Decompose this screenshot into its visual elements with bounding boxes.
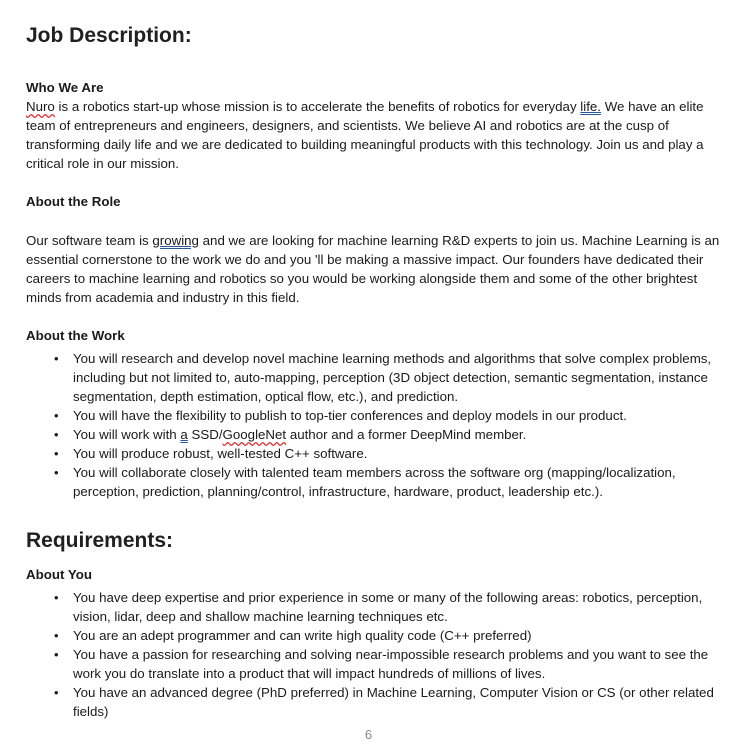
about-you-title: About You <box>26 567 92 582</box>
about-work-title: About the Work <box>26 328 125 343</box>
list-item: • You will have the flexibility to publish to top-tier conferences and deploy models in our product. <box>26 406 726 425</box>
paragraph-text: We have an elite team of entrepreneurs and engineers, designers, and scientists. We believe AI and robotics are at the cusp of transforming daily life and we are dedicated to building meaningful products with this technology. Join us and play a critical role in our mission. <box>26 99 704 171</box>
list-item-text: author and a former DeepMind member. <box>286 427 527 442</box>
page-number: 6 <box>364 727 373 742</box>
job-description-heading: Job Description: <box>26 24 192 47</box>
spellcheck-word[interactable]: Nuro <box>26 99 55 114</box>
grammar-flag-word[interactable]: growing <box>152 233 199 248</box>
grammar-flag-word[interactable]: life. <box>580 99 601 114</box>
requirements-heading: Requirements: <box>26 529 174 552</box>
paragraph-text: Our software team is <box>26 233 153 248</box>
list-item: • You have an advanced degree (PhD preferred) in Machine Learning, Computer Vision or CS (or other related fields) <box>26 683 726 721</box>
list-item: • You have deep expertise and prior experience in some or many of the following areas: robotics, perception, vision, lidar, deep and shallow machine learning techniques etc. <box>26 588 726 626</box>
paragraph-text: is a robotics start-up whose mission is to accelerate the benefits of robotics for everyday <box>54 99 581 114</box>
spellcheck-word[interactable]: GoogleNet <box>222 427 287 442</box>
grammar-flag-word[interactable]: a <box>180 427 188 442</box>
list-item <box>26 425 726 444</box>
list-item-text: SSD/ <box>187 427 223 442</box>
who-we-are-paragraph <box>26 97 726 173</box>
about-role-paragraph <box>26 231 726 307</box>
list-item: • You will collaborate closely with talented team members across the software org (mapping/localization, perception, prediction, planning/control, infrastructure, hardware, product, leadership etc.). <box>26 463 726 501</box>
list-item: • You will research and develop novel machine learning methods and algorithms that solve complex problems, including but not limited to, auto-mapping, perception (3D object detection, semantic segmentation, instance segmentation, depth estimation, optical flow, etc.), and prediction. <box>26 349 726 406</box>
about-you-list <box>26 588 726 721</box>
who-we-are-title: Who We Are <box>26 80 104 95</box>
list-item: • You have a passion for researching and solving near-impossible research problems and you want to see the work you do translate into a product that will impact hundreds of millions of lives. <box>26 645 726 683</box>
paragraph-text: and we are looking for machine learning R&D experts to join us. Machine Learning is an essential cornerstone to the work we do and you 'll be making a massive impact. Our founders have dedicated their careers to machine learning and robotics so you would be working alongside them and some of the other brightest minds from academia and industry in this field. <box>26 233 720 305</box>
about-work-list <box>26 349 726 501</box>
about-role-title: About the Role <box>26 194 121 209</box>
list-item: • You will produce robust, well-tested C++ software. <box>26 444 726 463</box>
list-item: • You are an adept programmer and can write high quality code (C++ preferred) <box>26 626 726 645</box>
list-item-text: You will work with <box>73 427 181 442</box>
